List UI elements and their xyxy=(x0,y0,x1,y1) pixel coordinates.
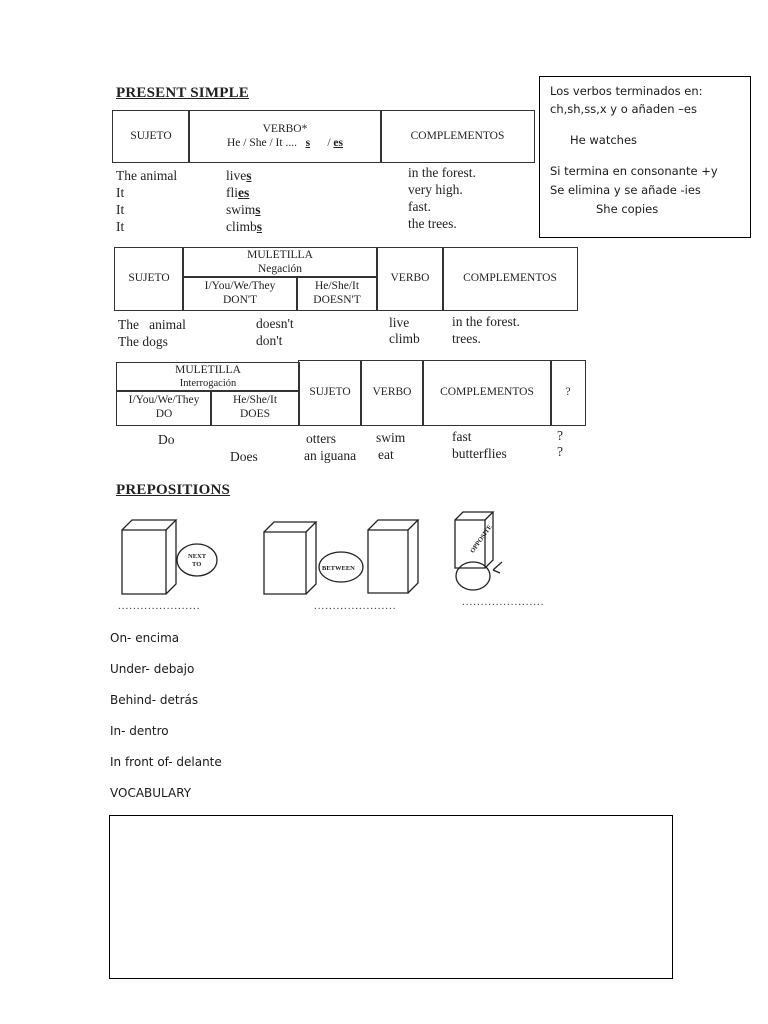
example-subject: It xyxy=(116,202,125,217)
note-line: Se elimina y se añade -ies xyxy=(550,183,701,197)
prepositions-illustration xyxy=(110,500,570,610)
vocab-item: In- dentro xyxy=(110,724,169,738)
example-q: ? xyxy=(557,444,563,459)
box-icon xyxy=(122,520,176,594)
blank-line-2: ...................... xyxy=(314,600,397,612)
example-subject: an iguana xyxy=(304,448,357,463)
table1-complementos: COMPLEMENTOS xyxy=(380,110,535,163)
example-comp: fast xyxy=(452,429,472,444)
box-icon xyxy=(264,522,316,594)
table3-verbo: VERBO xyxy=(360,360,424,426)
blank-line-3: ...................... xyxy=(462,596,545,608)
box-icon xyxy=(455,512,493,568)
table3-singular: He/She/It DOES xyxy=(210,390,300,426)
example-subject: The dogs xyxy=(118,334,168,349)
table3-complementos: COMPLEMENTOS xyxy=(422,360,552,426)
example-comp: very high. xyxy=(408,182,463,197)
example-verb: swim xyxy=(376,430,406,445)
note-line: Si termina en consonante +y xyxy=(550,164,718,178)
note-line: He watches xyxy=(570,133,638,147)
table2-muletilla: MULETILLA Negación xyxy=(182,247,378,278)
example-subject: otters xyxy=(306,431,336,446)
example-aux: doesn't xyxy=(256,316,294,331)
example-verb: eat xyxy=(378,447,394,462)
next-to-oval xyxy=(177,544,217,576)
present-simple-title: PRESENT SIMPLE xyxy=(116,85,249,101)
between-label: BETWEEN xyxy=(322,565,355,572)
note-line: ch,sh,ss,x y o añaden –es xyxy=(550,102,697,116)
example-verb: lives xyxy=(226,168,252,183)
box-icon xyxy=(368,520,418,593)
example-aux: don't xyxy=(256,333,283,348)
table2-complementos: COMPLEMENTOS xyxy=(442,247,578,311)
ball-icon xyxy=(456,562,490,590)
to-label: TO xyxy=(192,561,202,568)
prepositions-title: PREPOSITIONS xyxy=(116,482,231,498)
note-line: Los verbos terminados en: xyxy=(550,84,703,98)
example-aux: Do xyxy=(158,432,175,447)
opposite-label: OPPOSITE xyxy=(469,523,494,555)
table2-sujeto: SUJETO xyxy=(114,247,184,311)
example-verb: live xyxy=(389,315,410,330)
spelling-rules-box xyxy=(539,76,751,238)
example-comp: in the forest. xyxy=(452,314,520,329)
example-comp: fast. xyxy=(408,199,431,214)
table2-verbo: VERBO xyxy=(376,247,444,311)
example-verb: swims xyxy=(226,202,261,217)
example-aux: Does xyxy=(230,449,258,464)
note-line: She copies xyxy=(596,202,659,216)
vocab-item: In front of- delante xyxy=(110,755,222,769)
example-q: ? xyxy=(557,428,563,443)
example-verb: flies xyxy=(226,185,250,200)
table3-question-mark: ? xyxy=(550,360,586,426)
example-subject: The animal xyxy=(116,168,178,183)
example-comp: trees. xyxy=(452,331,481,346)
table2-singular: He/She/It DOESN'T xyxy=(296,276,378,311)
example-subject: It xyxy=(116,219,125,234)
vocab-item: Behind- detrás xyxy=(110,693,199,707)
example-subject: The animal xyxy=(118,317,186,332)
example-verb: climb xyxy=(389,331,420,346)
table3-muletilla: MULETILLA Interrogación xyxy=(116,362,300,392)
example-verb: climbs xyxy=(226,219,263,234)
table1-verbo: VERBO* He / She / It .... s / es xyxy=(188,110,382,163)
next-label: NEXT xyxy=(188,553,207,560)
example-comp: in the forest. xyxy=(408,165,476,180)
vocabulary-heading: VOCABULARY xyxy=(110,786,192,800)
vocabulary-box xyxy=(109,815,673,979)
example-subject: It xyxy=(116,185,125,200)
example-comp: the trees. xyxy=(408,216,457,231)
example-comp: butterflies xyxy=(452,446,507,461)
table1-sujeto: SUJETO xyxy=(112,110,190,163)
table3-sujeto: SUJETO xyxy=(298,360,362,426)
blank-line-1: ...................... xyxy=(118,600,201,612)
table2-plural: I/You/We/They DON'T xyxy=(182,276,298,311)
table3-plural: I/You/We/They DO xyxy=(116,390,212,426)
vocab-item: Under- debajo xyxy=(110,662,195,676)
vocab-item: On- encima xyxy=(110,631,180,645)
